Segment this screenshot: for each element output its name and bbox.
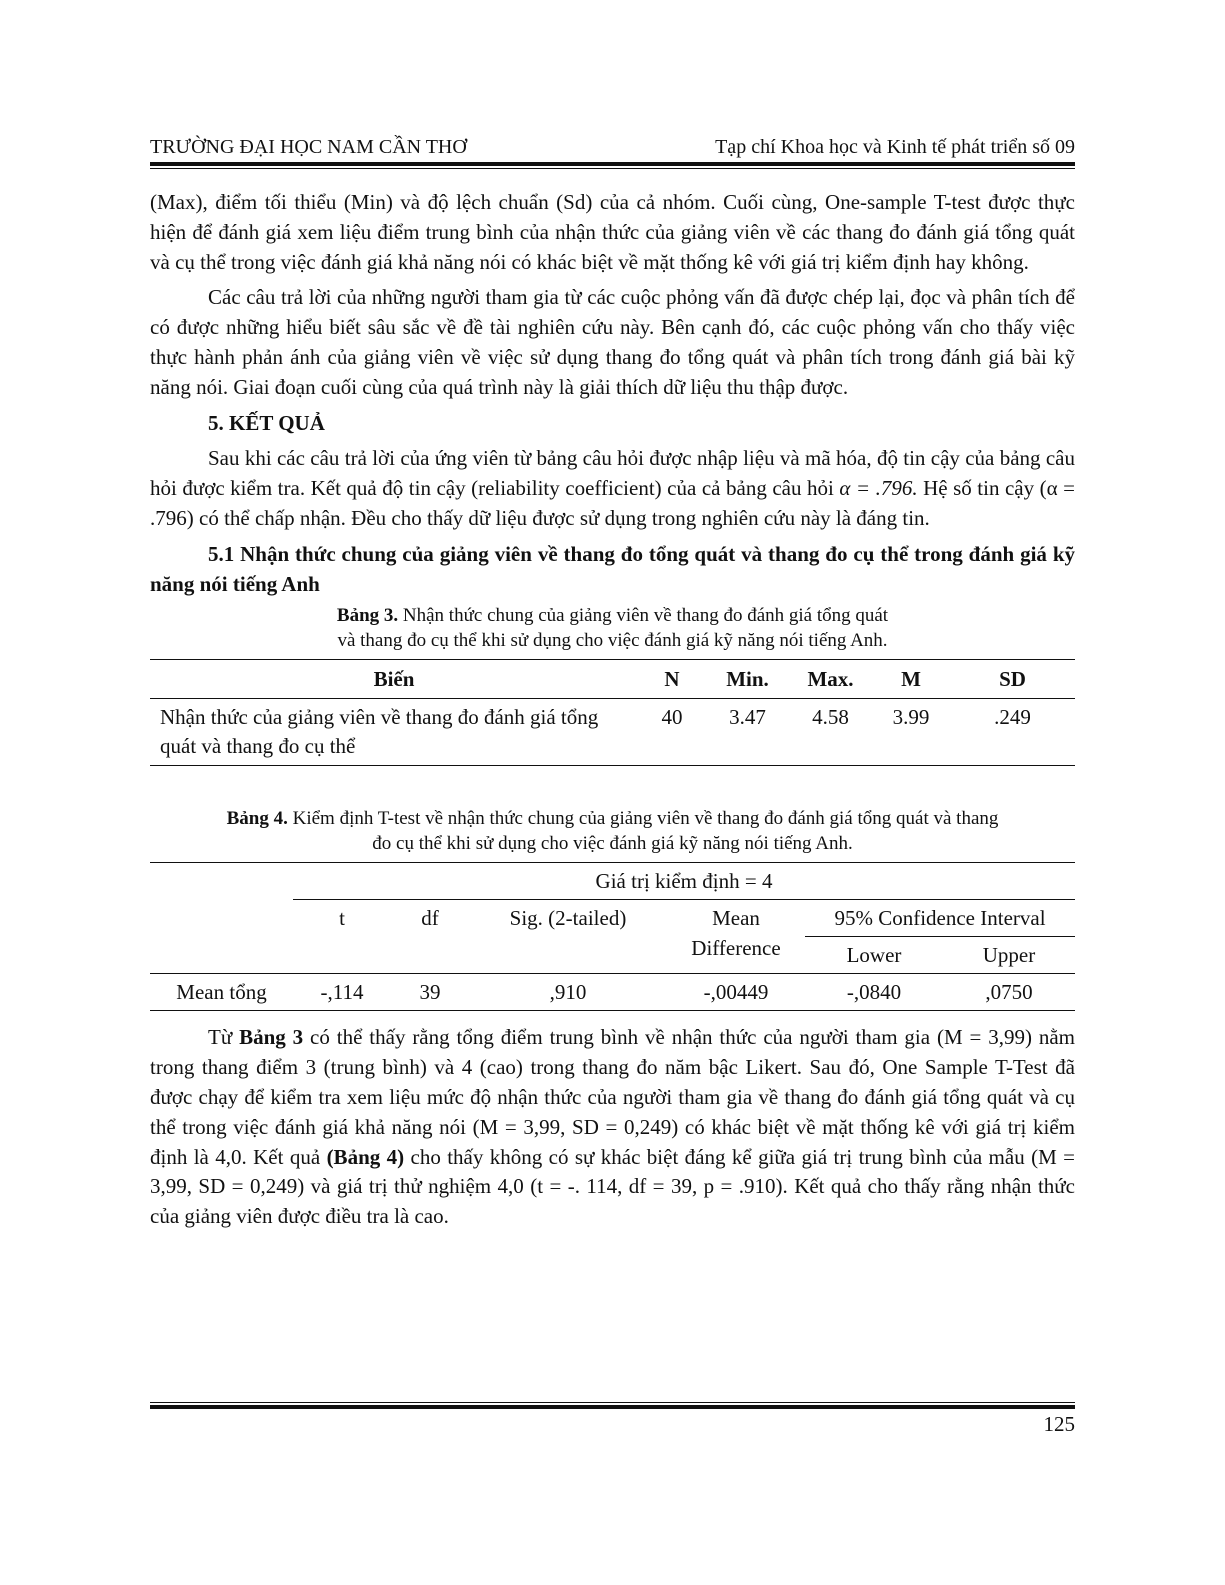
table3-cell: Nhận thức của giảng viên về thang đo đánh giá tổng quát và thang đo cụ thể [160,705,599,759]
p4-text-a: Từ [208,1025,240,1050]
table3-header: SD [999,667,1026,692]
p4-text-c: có thể thấy rằng tổng điểm trung bình về nhận thức của người tham gia (M = 3,99) nằm trong thang điểm 3 (trung bình) và 4 (cao) trong thang đo năm bậc Likert. Sau đó, One Sample T-Test đã được chạy để kiểm tra xem liệu mức độ nhận thức của người tham gia về thang đo đánh giá tổng quát và cụ thể trong việc đánh giá khả năng nói (M = 3,99, SD = 0,249) có khác biệt về mặt thống kê với giá trị kiểm định là 4,0. Kết quả [150,1025,1075,1169]
table4-label: Bảng 4. [226,808,288,830]
table4-caption-text1: Kiểm định T-test về nhận thức chung của giảng viên về thang đo đánh giá tổng quát và thang [287,808,999,830]
table3-cell: 3.47 [729,705,766,730]
table-3 [150,659,1075,766]
table4-test-value: Giá trị kiểm định = 4 [293,863,1075,900]
table4-caption [150,806,1075,856]
paragraph-1: (Max), điểm tối thiểu (Min) và độ lệch chuẩn (Sd) của cả nhóm. Cuối cùng, One-sample T-test được thực hiện để đánh giá xem liệu điểm trung bình của nhận thức của giảng viên về các thang đo đánh giá tổng quát và cụ thể trong việc đánh giá khả năng nói có khác biệt về mặt thống kê với giá trị kiểm định hay không. [150,190,1075,274]
table3-header: Max. [807,667,854,692]
header-university: TRƯỜNG ĐẠI HỌC NAM CẦN THƠ [150,136,467,158]
table3-header: N [664,667,680,692]
table3-caption-line2: và thang đo cụ thể khi sử dụng cho việc đánh giá kỹ năng nói tiếng Anh. [337,630,888,652]
table3-header: M [901,667,921,692]
p3-text-a: Sau khi các câu trả lời của ứng viên từ bảng câu hỏi được nhập liệu và mã hóa, độ tin cậy của bảng câu hỏi được kiểm tra. Kết quả độ tin cậy (reliability coefficient) của cả bảng câu hỏi [150,446,1075,501]
table4-cell: ,910 [549,980,587,1005]
table4-ci-header: Lower [846,943,902,968]
table3-label: Bảng 3. [336,605,399,627]
table4-header-ci: 95% Confidence Interval [805,900,1075,937]
section-heading-5-1: 5.1 Nhận thức chung của giảng viên về thang đo tổng quát và thang đo cụ thể trong đánh giá kỹ năng nói tiếng Anh [150,541,1075,596]
article-body [150,188,1075,1232]
p3-alpha: α = .796. [839,476,918,501]
table3-cell: .249 [994,705,1031,730]
header-journal: Tạp chí Khoa học và Kinh tế phát triển số 09 [715,136,1075,158]
paragraph-3 [150,444,1075,533]
table3-header: Biến [373,667,415,692]
paragraph-4 [150,1023,1075,1232]
p4-text-e: cho thấy không có sự khác biệt đáng kể giữa giá trị trung bình của mẫu (M = 3,99, SD = 0,249) và giá trị thử nghiệm 4,0 (t = -. 114, df = 39, p = .910). Kết quả cho thấy rằng nhận thức của giảng viên được điều tra là cao. [150,1144,1075,1229]
table4-cell: -,0840 [846,980,902,1005]
table-row [150,974,1075,1011]
footer-rule [150,1405,1075,1409]
p3-text-c: Hệ số tin cậy (α = .796) có thể chấp nhận. Đều cho thấy dữ liệu được sử dụng trong nghiên cứu này là đáng tin. [150,476,1075,530]
table4-caption-line1 [150,806,1075,831]
table4-caption-line2: đo cụ thể khi sử dụng cho việc đánh giá kỹ năng nói tiếng Anh. [372,833,853,855]
table3-header-row [150,660,1075,699]
table4-header: Mean Difference [691,906,781,961]
table4-ci-header: Upper [982,943,1036,968]
table3-caption-text1: Nhận thức chung của giảng viên về thang đo đánh giá tổng quát [398,605,889,627]
table4-header: t [339,906,345,931]
table3-cell: 40 [661,705,683,730]
table3-header: Min. [726,667,769,692]
table4-test-value-row [150,863,1075,900]
table4-cell: ,0750 [985,980,1033,1005]
table4-cell: 39 [419,980,441,1005]
paragraph-2: Các câu trả lời của những người tham gia từ các cuộc phỏng vấn đã được chép lại, đọc và phân tích để có được những hiểu biết sâu sắc về đề tài nghiên cứu này. Bên cạnh đó, các cuộc phỏng vấn cho thấy việc thực hành phản ánh của giảng viên về việc sử dụng thang đo tổng quát và phân tích trong đánh giá bài kỹ năng nói. Giai đoạn cuối cùng của quá trình này là giải thích dữ liệu thu thập được. [150,285,1075,399]
header-rule-thin [150,168,1075,169]
table4-header-row [150,900,1075,937]
table4-cell: -,114 [320,980,364,1005]
table3-caption-line1 [150,603,1075,628]
p4-table3-ref: Bảng 3 [239,1025,304,1050]
table-4 [150,862,1075,1011]
header-rule [150,162,1075,166]
running-header [150,133,1075,161]
page-number: 125 [1043,1412,1075,1436]
table4-header: df [421,906,439,931]
table3-cell: 4.58 [812,705,849,730]
table4-header: Sig. (2-tailed) [509,906,627,931]
table3-cell: 3.99 [892,705,930,730]
footer-rule-thin [150,1402,1075,1403]
p4-table4-ref: (Bảng 4) [326,1144,405,1169]
table-row [150,699,1075,766]
section-heading-5: 5. KẾT QUẢ [208,410,325,435]
table3-caption [150,603,1075,653]
table4-cell: -,00449 [703,980,769,1005]
table4-cell: Mean tổng [176,980,267,1005]
